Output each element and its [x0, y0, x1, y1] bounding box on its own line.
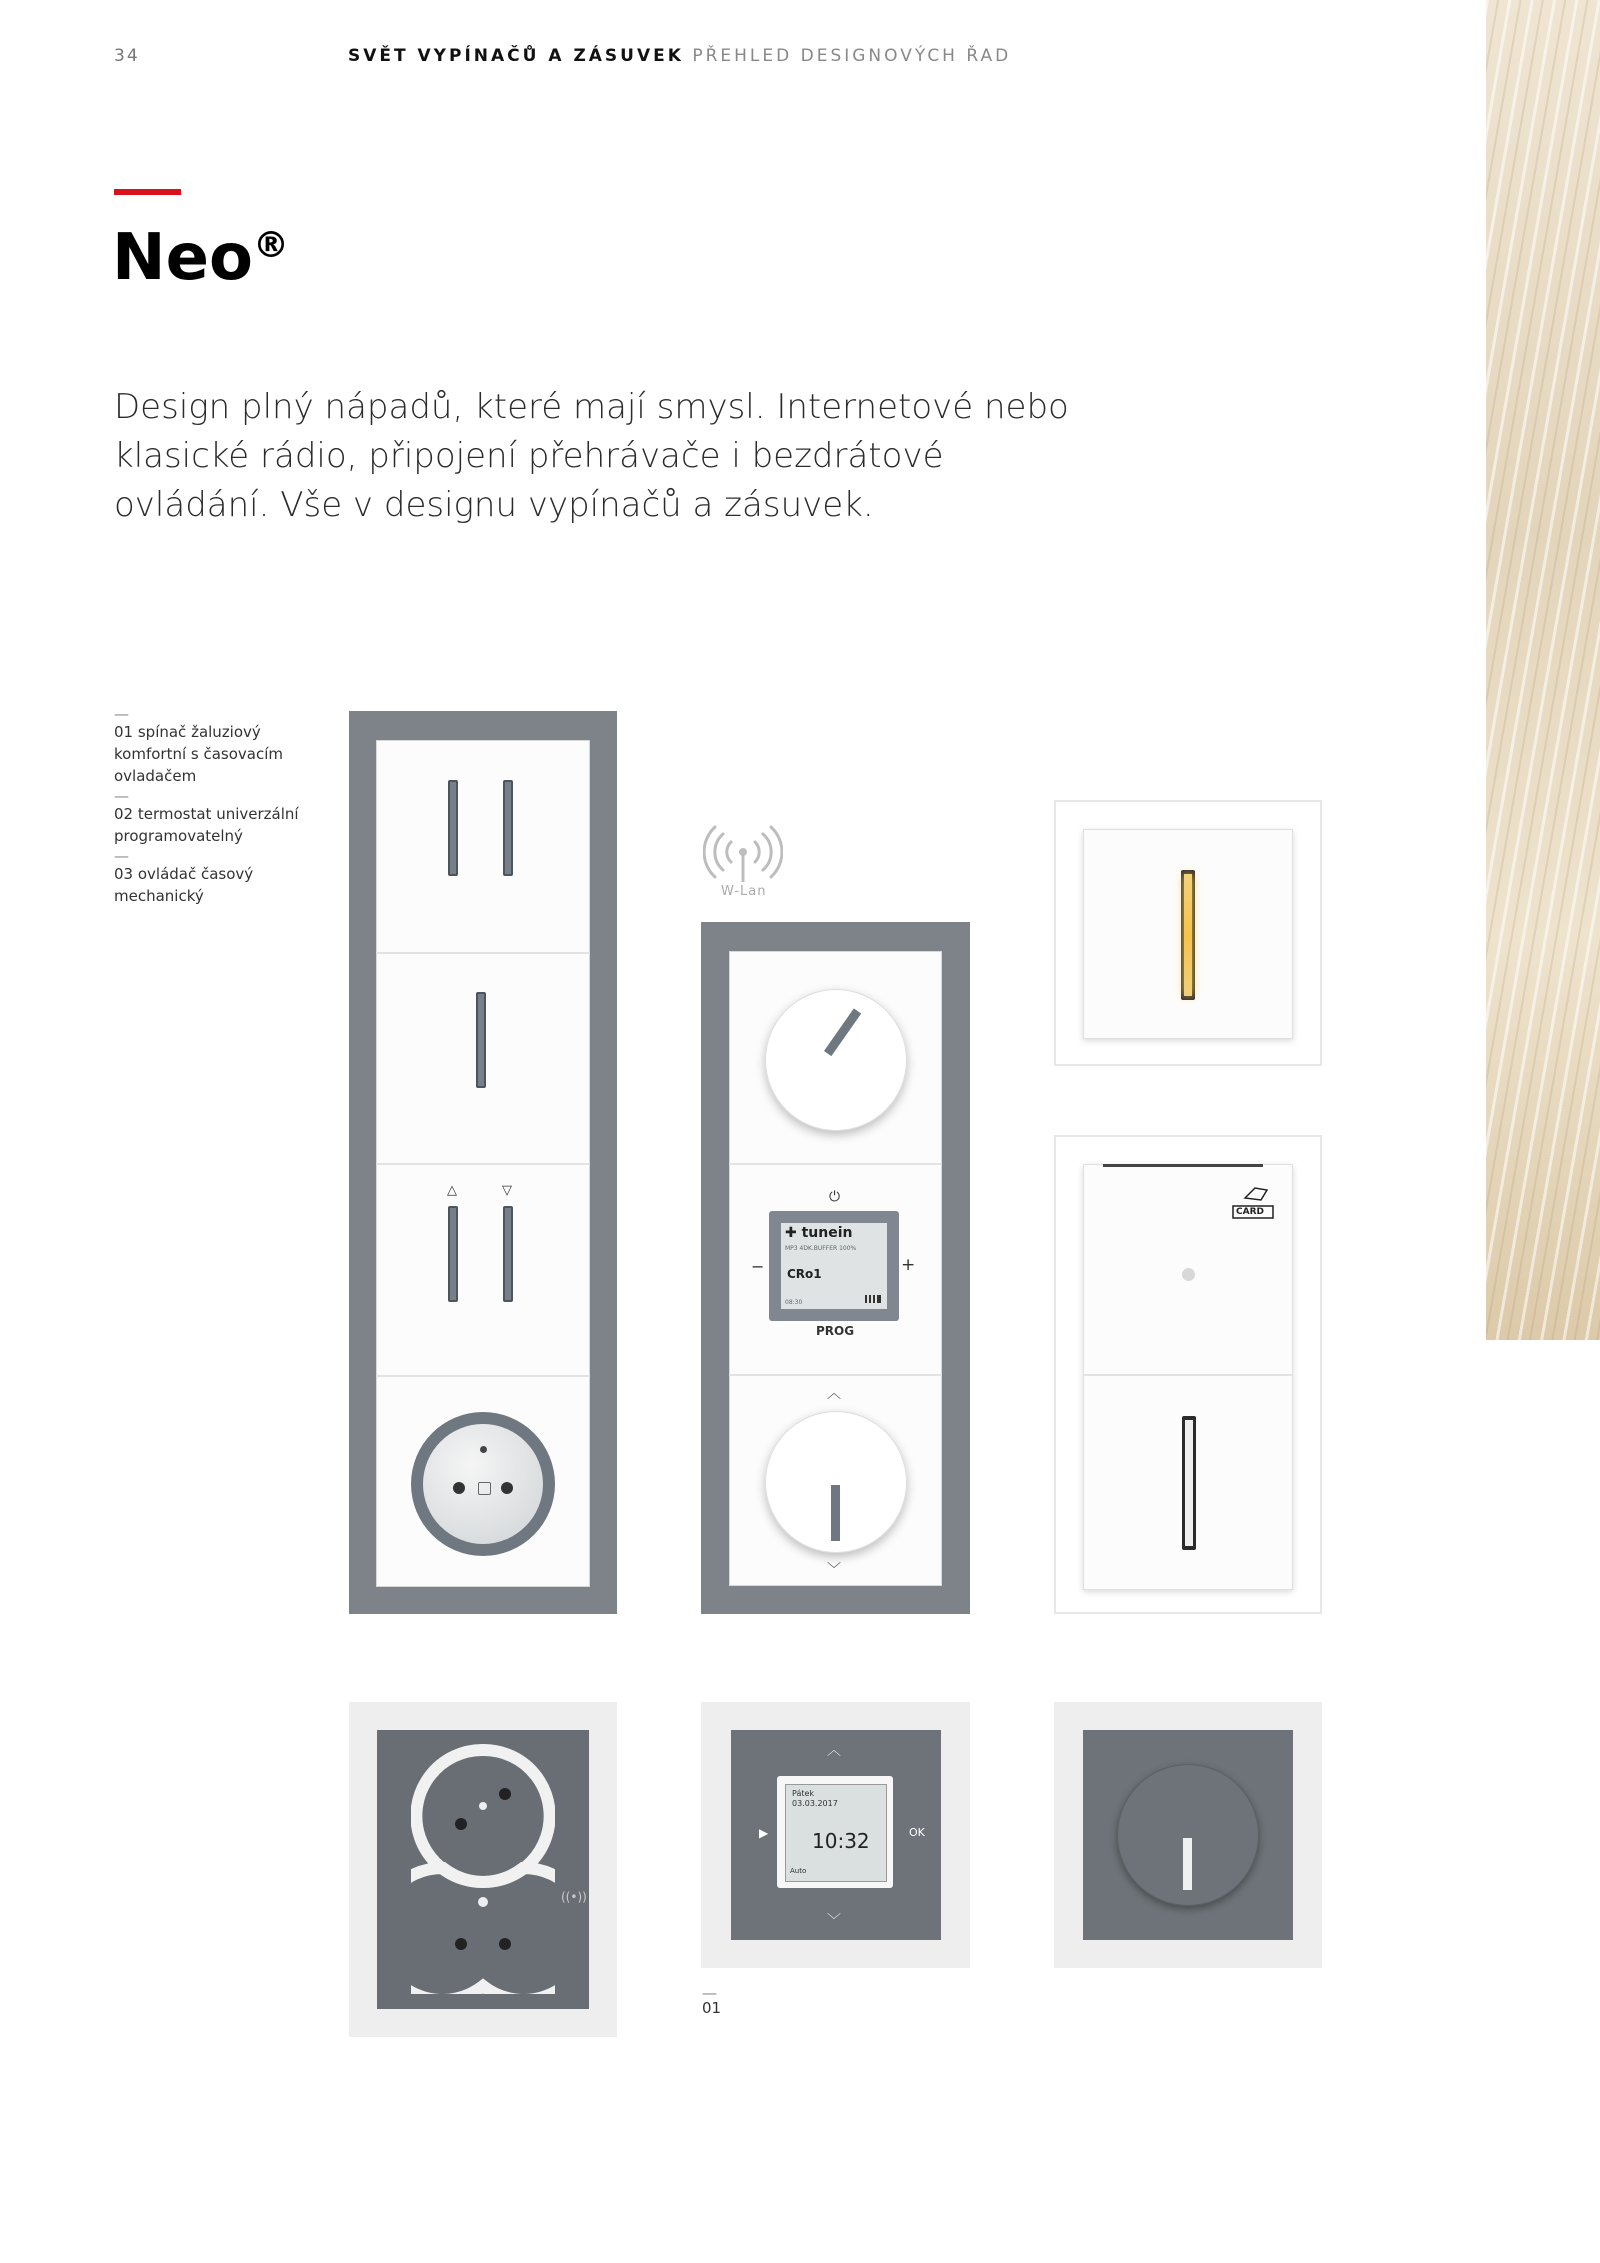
- card-switch-combination: [1054, 1135, 1322, 1614]
- radio-plate: [729, 951, 942, 1586]
- socket-hole-icon: [453, 1482, 465, 1494]
- blind-rocker-down[interactable]: [503, 1206, 513, 1302]
- timer-display-frame: [777, 1776, 893, 1888]
- timer-time: 10:32: [812, 1829, 870, 1853]
- title-text: Neo: [112, 221, 253, 295]
- card-plate: [1083, 1164, 1293, 1590]
- running-header-section: SVĚT VYPÍNAČŮ A ZÁSUVEK: [348, 46, 684, 66]
- bottom-caption: [702, 1984, 722, 2017]
- wlan-label: W-Lan: [721, 884, 767, 899]
- mechanical-timer: [1054, 1702, 1322, 1968]
- rocker-lit[interactable]: [1181, 870, 1195, 1000]
- socket-face[interactable]: [423, 1424, 543, 1544]
- gang-divider: [376, 1163, 590, 1165]
- title-accent-bar: [114, 189, 181, 195]
- chevron-down-icon[interactable]: ﹀: [827, 1913, 841, 1929]
- minus-button[interactable]: −: [751, 1257, 765, 1276]
- rocker-single[interactable]: [476, 992, 486, 1088]
- radio-display: [781, 1223, 887, 1309]
- double-socket-outline: [411, 1744, 555, 1994]
- switch-combination-4gang: [349, 711, 617, 1614]
- caption-item: 01 spínač žaluziový komfortní s časovacím ovladačem: [114, 723, 283, 785]
- status-led-icon: [1182, 1268, 1195, 1281]
- radio-brand: tunein: [801, 1225, 853, 1241]
- knob-indicator-icon: [1183, 1838, 1192, 1890]
- radio-combination-3gang: [701, 922, 970, 1614]
- timer-plate: [731, 1730, 941, 1940]
- illuminated-switch: [1054, 800, 1322, 1066]
- lead-paragraph: Design plný nápadů, které mají smysl. Internetové nebo klasické rádio, připojení přehrávače i bezdrátové ovládání. Vše v designu vypínačů a zásuvek.: [114, 387, 1069, 525]
- running-header: [348, 46, 1011, 66]
- socket-plate: [377, 1730, 589, 2009]
- switch-plate: [376, 740, 590, 1587]
- selector-knob[interactable]: [765, 1411, 907, 1553]
- timer-plate: [1083, 1730, 1293, 1940]
- running-header-subsection: PŘEHLED DESIGNOVÝCH ŘAD: [692, 46, 1012, 66]
- gang-divider: [1083, 1374, 1293, 1376]
- double-socket: [349, 1702, 617, 2037]
- knob-indicator-icon: [831, 1485, 840, 1541]
- gang-divider: [729, 1163, 942, 1165]
- switch-plate: [1083, 829, 1293, 1039]
- blind-rocker-up[interactable]: [448, 1206, 458, 1302]
- caption-dash: —: [114, 787, 129, 805]
- card-slot[interactable]: [1103, 1164, 1263, 1167]
- gang-divider: [376, 952, 590, 954]
- arrow-down-icon: ▽: [502, 1183, 512, 1198]
- chevron-up-icon[interactable]: ︿: [827, 1743, 841, 1759]
- knob-indicator-icon: [824, 1008, 861, 1056]
- caption-dash: —: [114, 847, 129, 865]
- radio-display-bezel: [769, 1211, 899, 1321]
- radio-info: MP3 4DK.BUFFER 100%: [785, 1245, 857, 1252]
- arrow-up-icon: △: [447, 1183, 457, 1198]
- gang-divider: [729, 1374, 942, 1376]
- chevron-up-icon[interactable]: ︿: [827, 1386, 841, 1402]
- plus-button[interactable]: +: [901, 1255, 916, 1275]
- chevron-down-icon[interactable]: ﹀: [827, 1562, 841, 1578]
- radio-station: CRo1: [787, 1267, 822, 1281]
- socket-ring: [411, 1412, 555, 1556]
- gang-divider: [376, 1375, 590, 1377]
- nfc-icon: ((•)): [561, 1890, 587, 1904]
- radio-brand-logo: ✚ tunein: [785, 1225, 853, 1241]
- volume-knob[interactable]: [765, 989, 907, 1131]
- timer-mode: Auto: [790, 1867, 807, 1875]
- signal-icon: [865, 1295, 881, 1303]
- timer-switch: [701, 1702, 970, 1968]
- page-title: [112, 221, 289, 295]
- rocker-right[interactable]: [503, 780, 513, 876]
- rocker-left[interactable]: [448, 780, 458, 876]
- power-icon[interactable]: ⏻: [829, 1189, 841, 1205]
- ok-button[interactable]: OK: [909, 1826, 925, 1839]
- caption-dash: —: [114, 705, 129, 723]
- wood-texture-strip: [1486, 0, 1600, 1340]
- play-icon[interactable]: ▶: [759, 1826, 769, 1840]
- child-protection-icon: [478, 1482, 491, 1495]
- timer-knob[interactable]: [1117, 1764, 1259, 1906]
- timer-date: 03.03.2017: [792, 1799, 838, 1808]
- bottom-caption-number: 01: [702, 1999, 722, 2017]
- rocker-white[interactable]: [1182, 1416, 1196, 1550]
- led-light-icon: [1184, 874, 1192, 996]
- rocker-face: [1185, 1420, 1193, 1546]
- earth-pin-icon: [480, 1446, 487, 1453]
- prog-label[interactable]: PROG: [816, 1324, 855, 1338]
- timer-day: Pátek: [792, 1789, 815, 1798]
- radio-time: 08:30: [785, 1299, 803, 1306]
- wlan-icon: [703, 822, 783, 902]
- caption-item: 03 ovládač časový mechanický: [114, 865, 254, 905]
- product-captions: [114, 707, 314, 909]
- socket-hole-icon: [501, 1482, 513, 1494]
- registered-mark: ®: [252, 225, 289, 266]
- page-number: 34: [114, 46, 140, 66]
- bottom-caption-dash: —: [702, 1984, 717, 2002]
- caption-item: 02 termostat univerzální programovatelný: [114, 805, 299, 845]
- card-icon: [1231, 1184, 1275, 1220]
- card-label: CARD: [1236, 1207, 1264, 1217]
- timer-display: [785, 1784, 887, 1882]
